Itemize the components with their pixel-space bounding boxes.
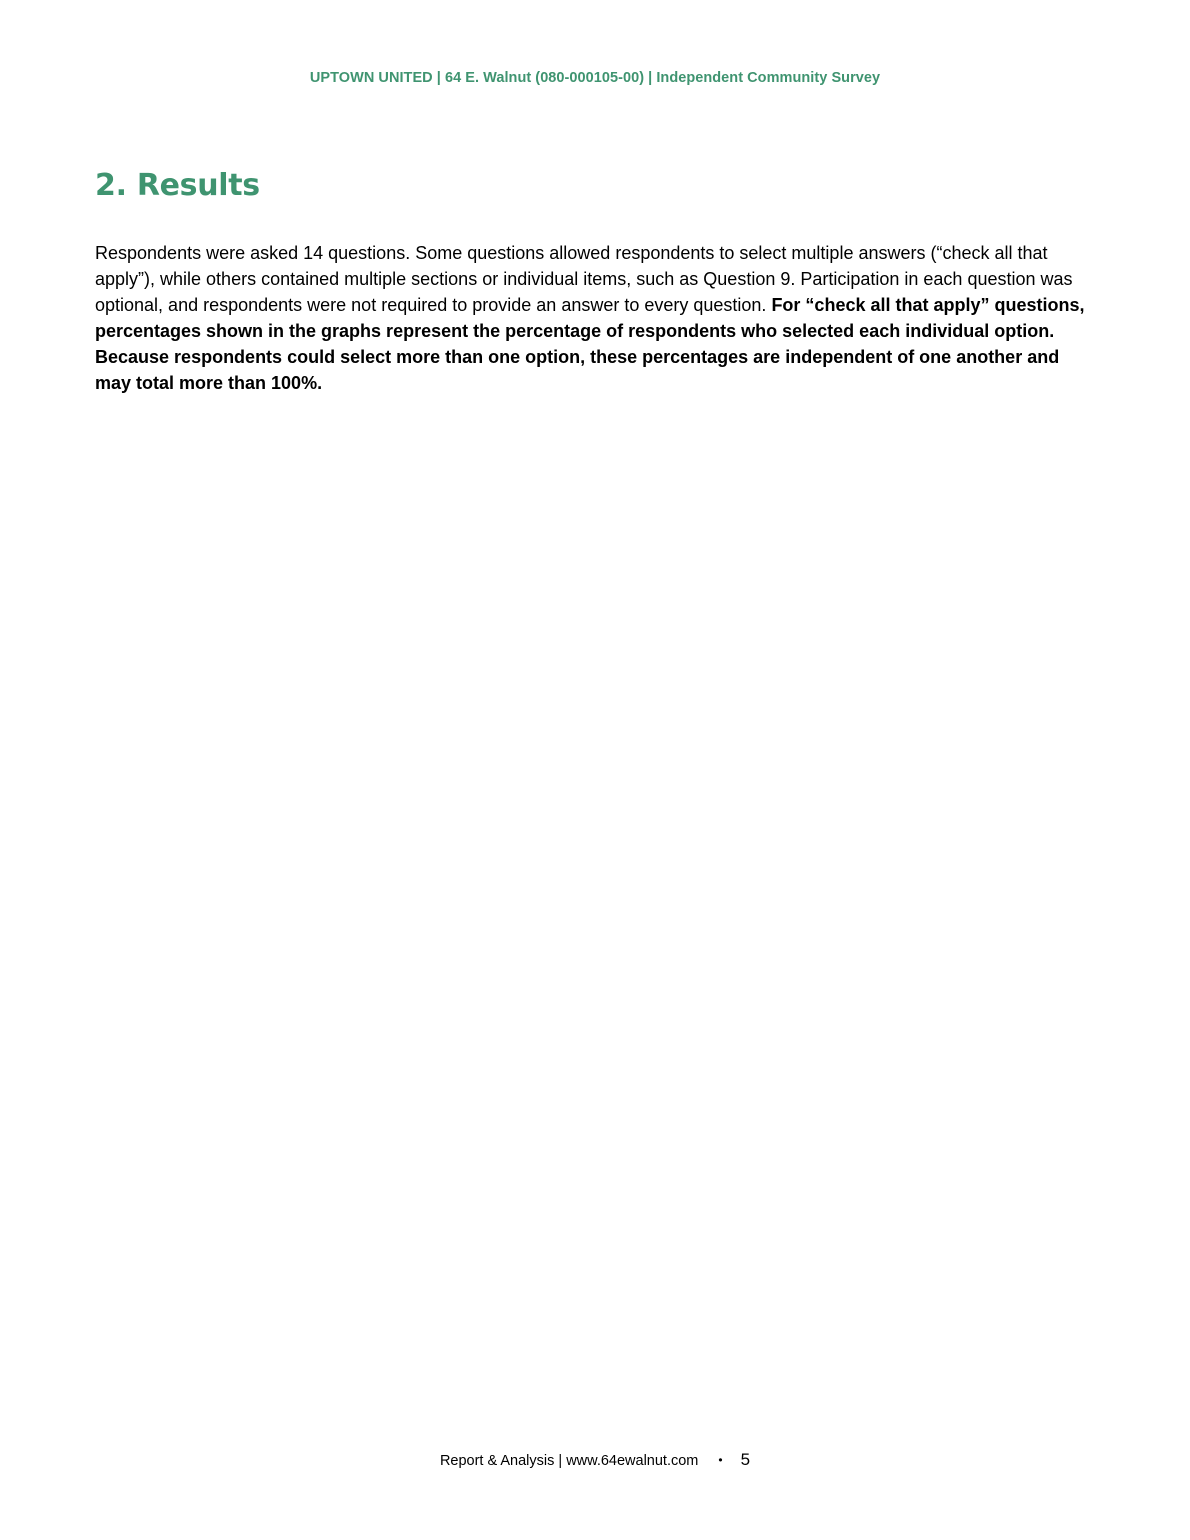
- section-heading: 2. Results: [95, 168, 260, 203]
- footer-label: Report & Analysis | www.64ewalnut.com: [439, 1453, 699, 1469]
- paragraph-bold-text: For “check all that apply” questions, percentages shown in the graphs represent the percentage of respondents who selected each individual option. Because respondents could select more than one option, these percentages are independent of one another and may total more than 100%.: [95, 295, 1085, 393]
- footer-separator: •: [718, 1453, 723, 1467]
- page-footer: [0, 1450, 1190, 1470]
- running-header: UPTOWN UNITED | 64 E. Walnut (080-000105-00) | Independent Community Survey: [309, 70, 881, 86]
- results-intro-paragraph: [95, 240, 1095, 396]
- page-number: 5: [740, 1450, 751, 1469]
- paragraph-regular-text: Respondents were asked 14 questions. Some questions allowed respondents to select multiple answers (“check all that apply”), while others contained multiple sections or individual items, such as Question 9. Participation in each question was optional, and respondents were not required to provide an answer to every question.: [95, 243, 1073, 315]
